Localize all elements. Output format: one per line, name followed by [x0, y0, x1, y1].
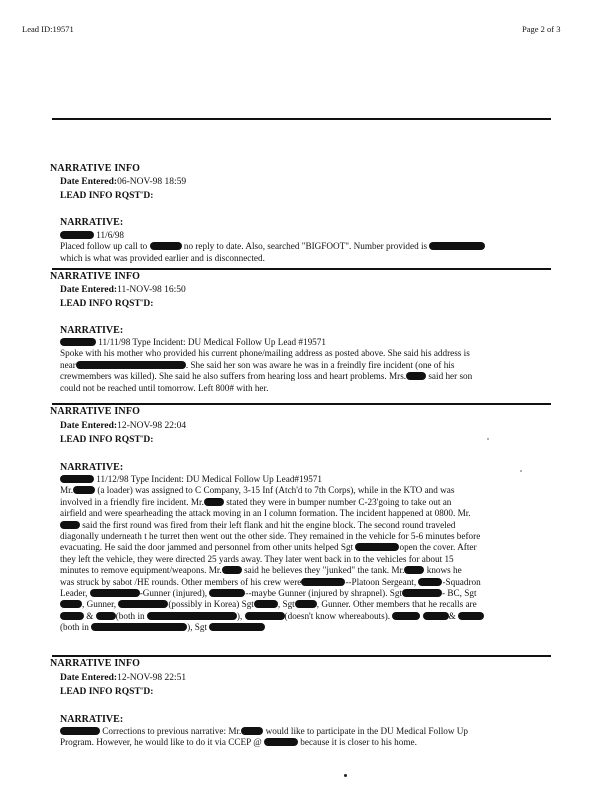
redaction — [209, 589, 245, 597]
redaction — [60, 612, 84, 620]
redaction — [147, 612, 237, 620]
redaction — [241, 727, 263, 735]
redaction — [209, 623, 265, 631]
entry-3-date: Date Entered:12-NOV-98 22:04 — [60, 421, 187, 431]
redaction — [254, 600, 278, 608]
entry-1-narrative-label: NARRATIVE: — [60, 217, 124, 228]
scan-speck — [487, 438, 489, 440]
redaction — [91, 623, 187, 631]
entry-1-lead-info: LEAD INFO RQST'D: — [60, 191, 154, 201]
redaction — [355, 543, 399, 551]
redaction — [392, 612, 420, 620]
redaction — [301, 578, 345, 586]
scan-speck — [520, 470, 522, 472]
entry-1-date: Date Entered:06-NOV-98 18:59 — [60, 177, 187, 187]
redaction — [423, 612, 449, 620]
redaction — [245, 612, 285, 620]
entry-2-narrative-label: NARRATIVE: — [60, 325, 124, 336]
entry-3-narrative-label: NARRATIVE: — [60, 462, 124, 473]
entry-4-title: NARRATIVE INFO — [50, 658, 141, 669]
entry-3-title: NARRATIVE INFO — [50, 406, 141, 417]
entry-4-rule — [52, 655, 551, 657]
entry-2-rule — [52, 268, 551, 270]
page-number: Page 2 of 3 — [522, 24, 561, 34]
redaction — [404, 566, 424, 574]
redaction — [264, 738, 298, 746]
top-rule — [52, 118, 551, 120]
redaction — [118, 600, 168, 608]
redaction — [90, 589, 140, 597]
redaction — [73, 486, 95, 494]
entry-2-lead-info: LEAD INFO RQST'D: — [60, 299, 154, 309]
redaction — [222, 566, 242, 574]
entry-3-rule — [52, 403, 551, 405]
redaction — [150, 242, 182, 250]
redaction — [60, 600, 82, 608]
redaction — [204, 498, 224, 506]
entry-4-lead-info: LEAD INFO RQST'D: — [60, 687, 154, 697]
redaction — [60, 475, 94, 483]
entry-4-narrative: Corrections to previous narrative: Mr. would like to participate in the DU Medical Follow Up Program. However, he would like to do it via CCEP @ because it is closer to his home. — [60, 726, 468, 748]
entry-2-title: NARRATIVE INFO — [50, 271, 141, 282]
redaction — [429, 242, 485, 250]
redaction — [76, 361, 186, 369]
entry-1-narrative: 11/6/98 Placed follow up call to no reply to date. Also, searched "BIGFOOT". Number provided is which is what was provided earlier and is disconnected. — [60, 230, 530, 264]
redaction — [418, 578, 442, 586]
entry-4-date: Date Entered:12-NOV-98 22:51 — [60, 673, 187, 683]
page-mark — [344, 774, 347, 777]
entry-2-date: Date Entered:11-NOV-98 16:50 — [60, 285, 186, 295]
redaction — [295, 600, 317, 608]
redaction — [458, 612, 484, 620]
redaction — [402, 589, 442, 597]
redaction — [96, 612, 116, 620]
redaction — [60, 338, 96, 346]
redaction — [406, 372, 426, 380]
redaction — [60, 231, 94, 239]
entry-1-title: NARRATIVE INFO — [50, 163, 141, 174]
entry-3-lead-info: LEAD INFO RQST'D: — [60, 435, 154, 445]
lead-id: Lead ID:19571 — [22, 24, 74, 34]
entry-2-narrative: 11/11/98 Type Incident: DU Medical Follow Up Lead #19571 Spoke with his mother who provided his current phone/mailing address as posted above. She said his address is near . She said her son was aware he was in a freindly fire incident (one of his crewmembers was killed). She said he also suffers from hearing loss and heart problems. Mrs. said her son could not be reached until tomorrow. Left 800# with her. — [60, 337, 473, 393]
entry-4-narrative-label: NARRATIVE: — [60, 714, 124, 725]
redaction — [60, 521, 80, 529]
entry-3-narrative: 11/12/98 Type Incident: DU Medical Follow Up Lead#19571 Mr. (a loader) was assigned to C Company, 3-15 Inf (Atch'd to 7th Corps), while in the KTO and was involved in a friendly fire incident. Mr. stated they were in bumper number C-23'going to take out an airfield and were spearheading the attack moving in an I column formation. The incident happened at 0800. Mr. said the first round was fired from their left flank and hit the engine block. The second round traveled diagonally underneath t he turret then went out the other side. They remained in the vehicle for 5-6 minutes before evacuating. He said the door jammed and personnel from other units helped Sgt open the cover. After they left the vehicle, they were directed 25 yards away. They later went back in to the vehicles for about 15 minutes to remove equipment/weapons. Mr. said he believes they "junked" the tank. Mr. knows he was struck by sabot /HE rounds. Other members of his crew were --Platoon Sergeant, -Squadron Leader, -Gunner (injured), --maybe Gunner (injured by shrapnel). Sgt - BC, Sgt , Gunner, (possibly in Korea) Sgt , Sgt , Gunner. Other members that he recalls are & (both in ), (doesn't know whereabouts). & (both in ), Sgt — [60, 474, 552, 634]
redaction — [60, 727, 100, 735]
